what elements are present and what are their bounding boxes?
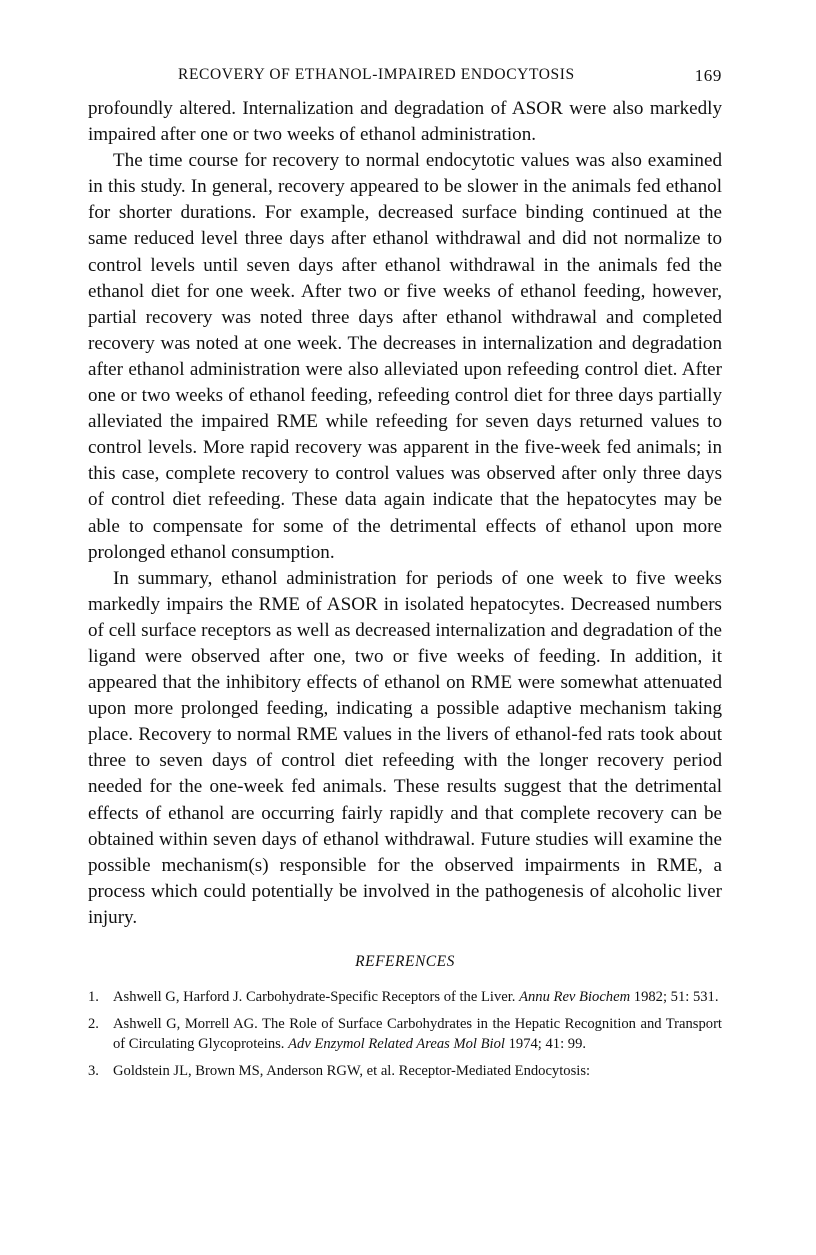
reference-journal: Annu Rev Biochem	[519, 989, 631, 1005]
page-header	[88, 66, 722, 96]
reference-text: Ashwell G, Harford J. Carbohydrate-Specific Receptors of the Liver.	[113, 989, 516, 1005]
reference-details: 1974; 41: 99.	[508, 1036, 587, 1052]
page-number: 169	[694, 66, 722, 85]
reference-number: 2.	[88, 1016, 99, 1032]
journal-page	[88, 66, 722, 1088]
reference-item	[88, 1014, 722, 1054]
reference-number: 3.	[88, 1063, 99, 1079]
reference-text: Ashwell G, Morrell AG. The Role of Surface Carbohydrates in the Hepatic Recognition and Transport of Circulating Glycoproteins.	[113, 1016, 722, 1052]
reference-item	[88, 987, 722, 1007]
body-paragraph-continued: profoundly altered. Internalization and degradation of ASOR were also markedly impaired after one or two weeks of ethanol administration.	[88, 98, 722, 146]
reference-item	[88, 1061, 722, 1081]
reference-number: 1.	[88, 989, 99, 1005]
reference-text: Goldstein JL, Brown MS, Anderson RGW, et al. Receptor-Mediated Endocytosis:	[113, 1063, 591, 1079]
references-heading: REFERENCES	[355, 953, 455, 970]
body-paragraph-summary: In summary, ethanol administration for periods of one week to five weeks markedly impairs the RME of ASOR in isolated hepatocytes. Decreased numbers of cell surface receptors as well as decreased internalization and degradation of the ligand were observed after one, two or five weeks of feeding. In addition, it appeared that the inhibitory effects of ethanol on RME were somewhat attenuated upon more prolonged feeding, indicating a possible adaptive mechanism taking place. Recovery to normal RME values in the livers of ethanol-fed rats took about three to seven days of control diet refeeding with the longer recovery period needed for the one-week fed animals. These results suggest that the detrimental effects of ethanol are occurring fairly rapidly and that complete recovery can be obtained within seven days of ethanol withdrawal. Future studies will examine the possible mechanism(s) responsible for the observed impairments in RME, a process which could potentially be involved in the pathogenesis of alcoholic liver injury.	[88, 567, 722, 928]
body-paragraph-recovery: The time course for recovery to normal endocytotic values was also examined in this study. In general, recovery appeared to be slower in the animals fed ethanol for shorter durations. For example, decreased surface binding continued at the same reduced level three days after ethanol withdrawal and did not normalize to control levels until seven days after ethanol withdrawal in the animals fed the ethanol diet for one week. After two or five weeks of ethanol feeding, however, partial recovery was noted three days after ethanol withdrawal and completed recovery was noted at one week. The decreases in internalization and degradation after ethanol administration were also alleviated upon refeeding control diet. After one or two weeks of ethanol feeding, refeeding control diet for three days partially alleviated the impaired RME while refeeding for seven days returned values to control levels. More rapid recovery was apparent in the five-week fed animals; in this case, complete recovery to control values was observed after only three days of control diet refeeding. These data again indicate that the hepatocytes may be able to compensate for some of the detrimental effects of ethanol upon more prolonged ethanol consumption.	[88, 150, 722, 563]
references-list	[88, 987, 722, 1081]
reference-details: 1982; 51: 531.	[633, 989, 719, 1005]
running-title: RECOVERY OF ETHANOL-IMPAIRED ENDOCYTOSIS	[178, 66, 575, 83]
reference-journal: Adv Enzymol Related Areas Mol Biol	[288, 1036, 505, 1052]
